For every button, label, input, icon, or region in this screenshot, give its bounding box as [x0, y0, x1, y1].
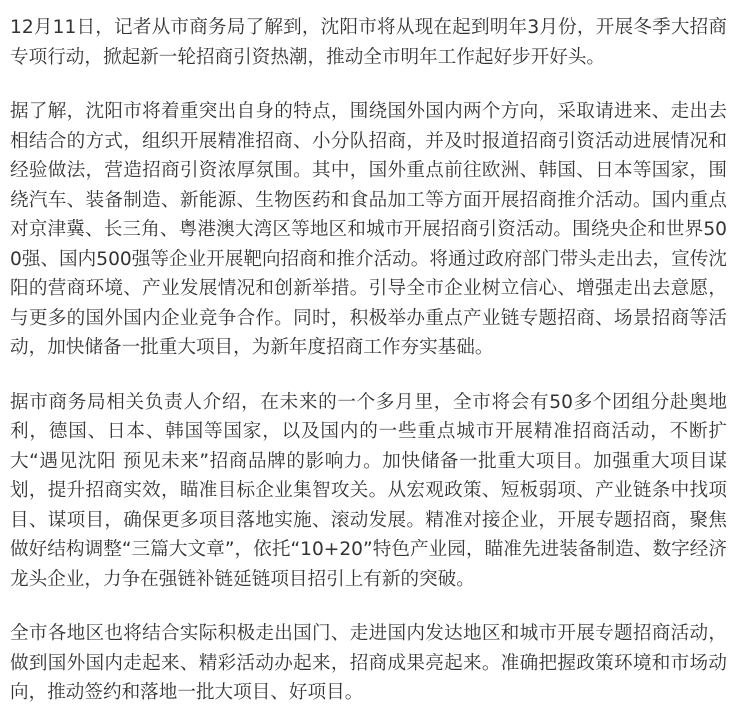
paragraph-districts: 全市各地区也将结合实际积极走出国门、走进国内发达地区和城市开展专题招商活动，做到国外国内走起来、精彩活动办起来，招商成果亮起来。准确把握政策环境和市场动向，推动签约和落地一批大项目、好项目。: [10, 623, 727, 703]
paragraph-intro: 12月11日，记者从市商务局了解到，沈阳市将从现在起到明年3月份，开展冬季大招商专项行动，掀起新一轮招商引资热潮，推动全市明年工作起好步开好头。: [10, 17, 727, 68]
article-body: [10, 13, 727, 708]
paragraph-official-remarks: 据市商务局相关负责人介绍，在未来的一个多月里，全市将会有50多个团组分赴奥地利，德国、日本、韩国等国家，以及国内的一些重点城市开展精准招商活动，不断扩大“遇见沈阳 预见未来”招商品牌的影响力。加快储备一批重大项目。加强重大项目谋划，提升招商实效，瞄准目标企业集智攻关。从宏观政策、短板弱项、产业链条中找项目、谋项目，确保更多项目落地实施、滚动发展。精准对接企业，开展专题招商，聚焦做好结构调整“三篇大文章”，依托“10+20”特色产业园，瞄准先进装备制造、数字经济龙头企业，力争在强链补链延链项目招引上有新的突破。: [10, 391, 727, 590]
paragraph-overview: 据了解，沈阳市将着重突出自身的特点，围绕国外国内两个方向，采取请进来、走出去相结合的方式，组织开展精准招商、小分队招商，并及时报道招商引资活动进展情况和经验做法，营造招商引资浓厚氛围。其中，国外重点前往欧洲、韩国、日本等国家，围绕汽车、装备制造、新能源、生物医药和食品加工等方面开展招商推介活动。国内重点对京津冀、长三角、粤港澳大湾区等地区和城市开展招商引资活动。围绕央企和世界500强、国内500强等企业开展靶向招商和推介活动。将通过政府部门带头走出去，宣传沈阳的营商环境、产业发展情况和创新举措。引导全市企业树立信心、增强走出去意愿，与更多的国外国内企业竞争合作。同时，积极举办重点产业链专题招商、场景招商等活动，加快储备一批重大项目，为新年度招商工作夯实基础。: [10, 101, 727, 358]
